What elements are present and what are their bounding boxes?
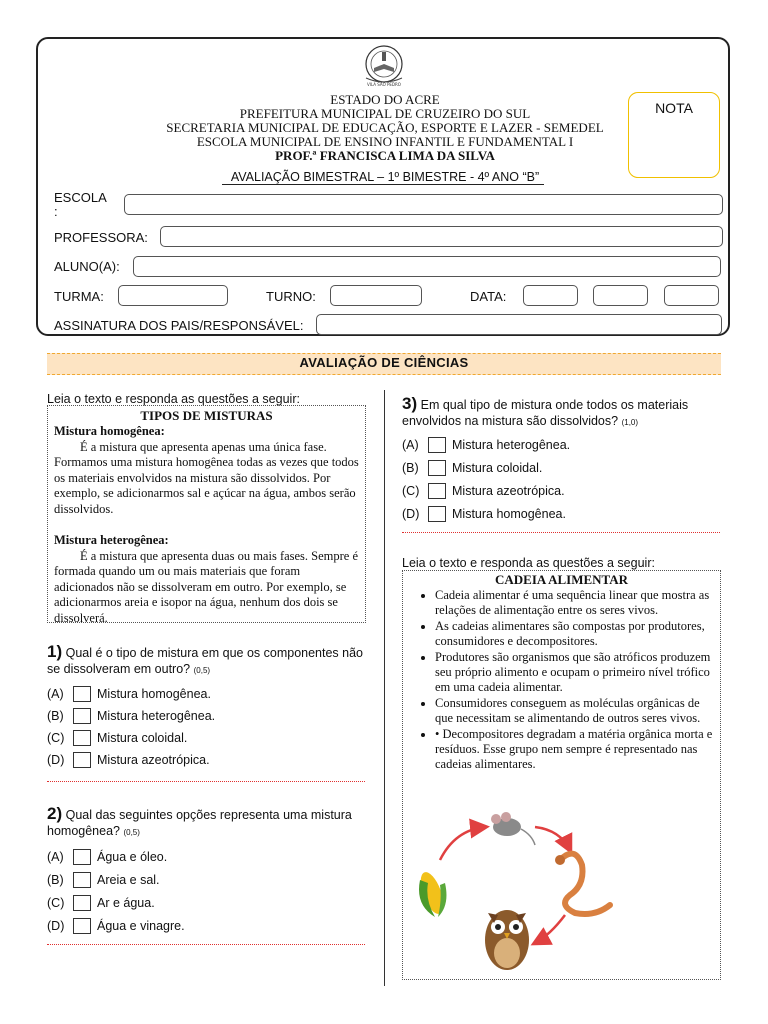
- list-item: • Produtores são organismos que são atróficos produzem seu próprio alimento e ocupam o primeiro nível trófico em uma cadeia alimentar.: [435, 650, 716, 695]
- list-item: • • Decompositores degradam a matéria orgânica morta e resíduos. Esse grupo nem sempre é representado nas cadeias alimentares.: [435, 727, 716, 772]
- assinatura-label: ASSINATURA DOS PAIS/RESPONSÁVEL:: [54, 318, 304, 333]
- question-1: [47, 644, 367, 679]
- turno-label: TURNO:: [266, 289, 316, 304]
- option-item[interactable]: [402, 458, 570, 478]
- option-checkbox[interactable]: [73, 752, 91, 768]
- option-text: Mistura azeotrópica.: [452, 484, 565, 498]
- header-state: ESTADO DO ACRE: [330, 92, 440, 107]
- turma-label: TURMA:: [54, 289, 104, 304]
- option-text: Água e óleo.: [97, 850, 168, 864]
- option-text: Mistura heterogênea.: [97, 709, 216, 723]
- option-letter: (B): [47, 873, 64, 887]
- data-month-field[interactable]: [593, 285, 648, 306]
- question-3-points: (1,0): [621, 418, 639, 427]
- option-item[interactable]: [47, 847, 185, 867]
- option-letter: (C): [402, 484, 420, 498]
- option-item[interactable]: [47, 706, 215, 726]
- bullet-list: [407, 588, 716, 772]
- seal-caption: VILA SÃO PEDRO: [367, 82, 401, 87]
- question-separator: [402, 532, 720, 533]
- question-separator: [47, 944, 365, 945]
- text-box-misturas: [47, 405, 366, 623]
- option-checkbox[interactable]: [73, 895, 91, 911]
- text-title-cadeia: CADEIA ALIMENTAR: [494, 572, 629, 587]
- option-item[interactable]: [47, 684, 215, 704]
- header-school-name: PROF.ª FRANCISCA LIMA DA SILVA: [275, 148, 495, 163]
- paragraph-heterogenea: É a mistura que apresenta duas ou mais fases. Sempre é formada quando um ou mais materiais que foram adicionados não se dissolveram em outro. Por exemplo, se adicionarmos areia e isopor na água, nenhum dos dois se dissolverá.: [54, 548, 359, 625]
- turma-field[interactable]: [118, 285, 228, 306]
- option-item[interactable]: [402, 481, 570, 501]
- option-text: Mistura azeotrópica.: [97, 753, 210, 767]
- header-assessment: AVALIAÇÃO BIMESTRAL – 1º BIMESTRE - 4º ANO “B”: [230, 170, 540, 184]
- right-intro: Leia o texto e responda as questões a seguir:: [402, 556, 655, 570]
- option-checkbox[interactable]: [73, 872, 91, 888]
- professora-label: PROFESSORA:: [54, 230, 148, 245]
- option-text: Mistura heterogênea.: [452, 438, 571, 452]
- option-checkbox[interactable]: [428, 460, 446, 476]
- arrow-snake-to-owl: [535, 915, 565, 943]
- owl-icon: [485, 910, 529, 970]
- professora-field[interactable]: [160, 226, 723, 247]
- option-item[interactable]: [47, 750, 215, 770]
- question-1-text: Qual é o tipo de mistura em que os componentes não se dissolveram em outro?: [47, 646, 364, 676]
- option-checkbox[interactable]: [73, 918, 91, 934]
- corn-icon: [416, 869, 448, 917]
- escola-field[interactable]: [124, 194, 723, 215]
- option-letter: (A): [47, 850, 64, 864]
- arrow-corn-to-mouse: [440, 827, 485, 860]
- escola-label: ESCOLA: [54, 190, 107, 205]
- question-separator: [47, 781, 365, 782]
- list-item: • As cadeias alimentares são compostas por produtores, consumidores e decompositores.: [435, 619, 716, 649]
- paragraph-homogenea: É a mistura que apresenta apenas uma única fase. Formamos uma mistura homogênea todas as vezes que todos os materiais envolvidos na mistura são dissolvidos. Por exemplo, se adicionarmos sal e açúcar na água, ambos serão dissolvidos.: [54, 439, 359, 516]
- option-checkbox[interactable]: [428, 506, 446, 522]
- option-letter: (B): [402, 461, 419, 475]
- column-divider: [384, 390, 385, 986]
- assessment-underline: [222, 184, 544, 185]
- option-checkbox[interactable]: [428, 483, 446, 499]
- option-letter: (D): [402, 507, 420, 521]
- assinatura-field[interactable]: [316, 314, 722, 335]
- option-item[interactable]: [47, 916, 185, 936]
- question-2-points: (0,5): [123, 828, 140, 837]
- option-checkbox[interactable]: [428, 437, 446, 453]
- turno-field[interactable]: [330, 285, 422, 306]
- option-letter: (A): [47, 687, 64, 701]
- text-title-misturas: TIPOS DE MISTURAS: [140, 408, 273, 423]
- option-text: Mistura coloidal.: [452, 461, 543, 475]
- escola-colon: :: [54, 204, 58, 219]
- question-3-options: [402, 435, 570, 524]
- option-item[interactable]: [47, 893, 185, 913]
- header-school-line: ESCOLA MUNICIPAL DE ENSINO INFANTIL E FUNDAMENTAL I: [196, 134, 574, 149]
- aluno-field[interactable]: [133, 256, 721, 277]
- school-seal-icon: [358, 44, 410, 88]
- option-checkbox[interactable]: [73, 708, 91, 724]
- option-text: Areia e sal.: [97, 873, 160, 887]
- subtitle-homogenea: Mistura homogênea:: [54, 424, 165, 438]
- header-secretariat: SECRETARIA MUNICIPAL DE EDUCAÇÃO, ESPORTE E LAZER - SEMEDEL: [166, 120, 604, 135]
- question-3-number: 3): [402, 394, 418, 413]
- option-checkbox[interactable]: [73, 686, 91, 702]
- question-2-number: 2): [47, 804, 63, 823]
- arrow-mouse-to-snake: [535, 827, 570, 850]
- option-text: Ar e água.: [97, 896, 155, 910]
- option-letter: (C): [47, 731, 65, 745]
- option-item[interactable]: [47, 728, 215, 748]
- header-municipality: PREFEITURA MUNICIPAL DE CRUZEIRO DO SUL: [239, 106, 531, 121]
- aluno-label: ALUNO(A):: [54, 259, 120, 274]
- question-1-options: [47, 684, 215, 770]
- option-item[interactable]: [47, 870, 185, 890]
- question-3-text: Em qual tipo de mistura onde todos os materiais envolvidos na mistura são dissolvidos?: [402, 398, 689, 428]
- option-checkbox[interactable]: [73, 730, 91, 746]
- list-item: • Cadeia alimentar é uma sequência linear que mostra as relações de alimentação entre os seres vivos.: [435, 588, 716, 618]
- option-letter: (D): [47, 753, 65, 767]
- data-label: DATA:: [470, 289, 507, 304]
- question-2-text: Qual das seguintes opções representa uma mistura homogênea?: [47, 808, 352, 838]
- nota-label: NOTA: [655, 100, 693, 116]
- option-letter: (C): [47, 896, 65, 910]
- option-item[interactable]: [402, 504, 570, 524]
- list-item: • Consumidores conseguem as moléculas orgânicas de que necessitam se alimentando de outros seres vivos.: [435, 696, 716, 726]
- food-chain-illustration: [410, 805, 640, 977]
- option-text: Mistura homogênea.: [97, 687, 211, 701]
- question-1-points: (0,5): [193, 666, 211, 675]
- option-item[interactable]: [402, 435, 570, 455]
- option-text: Mistura coloidal.: [97, 731, 188, 745]
- option-letter: (A): [402, 438, 419, 452]
- snake-icon: [555, 854, 610, 914]
- question-1-number: 1): [47, 642, 63, 661]
- option-text: Água e vinagre.: [97, 919, 185, 933]
- option-letter: (B): [47, 709, 64, 723]
- question-2-options: [47, 847, 185, 936]
- subtitle-heterogenea: Mistura heterogênea:: [54, 533, 169, 547]
- option-letter: (D): [47, 919, 65, 933]
- option-checkbox[interactable]: [73, 849, 91, 865]
- question-3: [402, 396, 722, 431]
- subject-title: AVALIAÇÃO DE CIÊNCIAS: [299, 355, 469, 370]
- data-day-field[interactable]: [523, 285, 578, 306]
- mouse-icon: [491, 812, 535, 845]
- data-year-field[interactable]: [664, 285, 719, 306]
- option-text: Mistura homogênea.: [452, 507, 566, 521]
- question-2: [47, 806, 367, 841]
- left-intro: Leia o texto e responda as questões a seguir:: [47, 392, 300, 406]
